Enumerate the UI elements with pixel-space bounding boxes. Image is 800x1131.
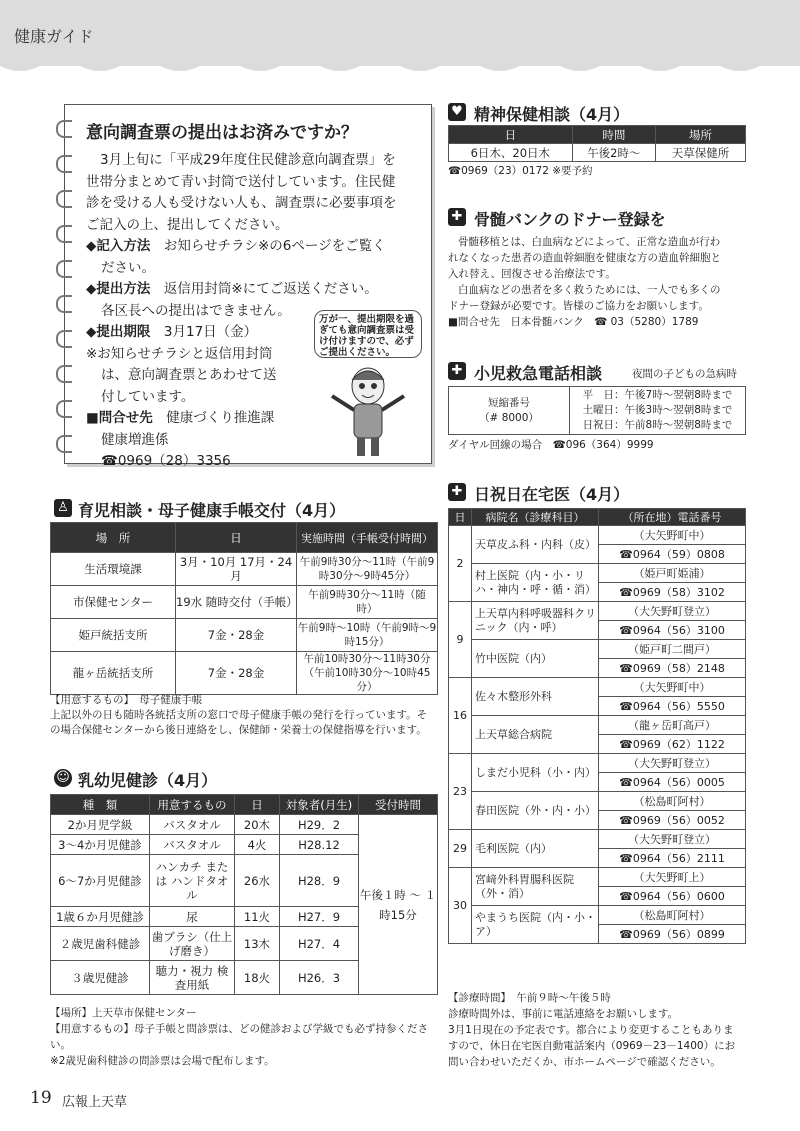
date-cell: 7金・28金 <box>176 619 297 652</box>
target-cell: H29．2 <box>280 815 359 835</box>
clinic-phone: ☎0964（56）0005 <box>599 773 746 792</box>
contact-phone: ☎0969（28）3356 <box>101 453 231 469</box>
clinic-name: しまだ小児科（小・内） <box>472 754 599 792</box>
survey-note: 付しています。 <box>101 388 195 405</box>
holiday-hours: 【診療時間】 午前９時～午後５時 <box>448 992 611 1004</box>
day-cell: 2 <box>449 526 472 602</box>
col-header: 病院名（診療科目） <box>472 509 599 526</box>
time-cell: 午前9時30分～11時（午前9時30分～9時45分） <box>297 553 438 586</box>
speech-bubble: 万が一、提出期限を過ぎても意向調査票は受け付けますので、必ずご提出ください。 <box>314 310 422 358</box>
ring-icon <box>56 295 72 313</box>
date-cell: 19水 随時交付（手帳） <box>176 586 297 619</box>
survey-note: は、意向調査票とあわせて送 <box>101 367 277 383</box>
method-text: ださい。 <box>101 259 155 276</box>
child-emergency-title: 小児救急電話相談 <box>474 364 603 383</box>
holiday-note: 3月1日現在の予定表です。都合により変更することもありま <box>448 1024 734 1036</box>
infant-place: 【場所】上天草市保健センター <box>50 1007 197 1019</box>
ring-icon <box>56 190 72 208</box>
clinic-phone: ☎0964（59）0808 <box>599 545 746 564</box>
holiday-notes <box>448 990 758 1070</box>
clinic-address: （松島町阿村） <box>599 792 746 811</box>
hours-cell <box>570 387 746 435</box>
target-cell: H28.12 <box>280 835 359 855</box>
clinic-name: 竹中医院（内） <box>472 640 599 678</box>
table-row <box>449 602 746 621</box>
clinic-phone: ☎0969（58）2148 <box>599 659 746 678</box>
table-row <box>449 678 746 697</box>
table-row <box>449 754 746 773</box>
childcare-notes <box>50 693 440 738</box>
plus-icon: ✚ <box>448 483 466 501</box>
clinic-address: （大矢野町登立） <box>599 754 746 773</box>
clinic-phone: ☎0964（56）0600 <box>599 887 746 906</box>
col-header: 日 <box>235 795 280 815</box>
submit-label: ◆提出方法 <box>86 281 151 297</box>
table-row <box>449 526 746 545</box>
table-row <box>51 553 438 586</box>
type-cell: ３歳児健診 <box>51 961 150 995</box>
childcare-note: の場合保健センターから後日連絡をし、保健師・栄養士の保健指導を行います。 <box>50 724 427 736</box>
contact-label: ■問合せ先 <box>86 410 153 426</box>
table-cell: 午後2時～ <box>572 144 655 162</box>
date-cell: 7金・28金 <box>176 652 297 695</box>
heart-icon: ♥ <box>448 103 466 121</box>
target-cell: H28．9 <box>280 855 359 907</box>
method-text: お知らせチラシ※の6ページをご覧く <box>163 238 386 254</box>
contact-text: 健康づくり推進課 <box>166 410 275 426</box>
col-header: 日 <box>176 523 297 553</box>
day-cell: 13木 <box>235 927 280 961</box>
survey-title: 意向調査票の提出はお済みですか？ <box>86 123 358 143</box>
clinic-name: 宮﨑外科胃腸科医院（外・消） <box>472 868 599 906</box>
table-row <box>449 564 746 583</box>
marrow-body <box>448 234 758 330</box>
type-cell: 1歳６か月児健診 <box>51 907 150 927</box>
clinic-phone: ☎0964（56）2111 <box>599 849 746 868</box>
clinic-phone: ☎0969（56）0052 <box>599 811 746 830</box>
deadline-label: ◆提出期限 <box>86 324 151 340</box>
table-row <box>51 815 438 835</box>
col-header: 受付時間 <box>359 795 438 815</box>
type-cell: ２歳児歯科健診 <box>51 927 150 961</box>
target-cell: H26．3 <box>280 961 359 995</box>
time-cell: 午前10時30分～11時30分（午前10時30分～10時45分） <box>297 652 438 695</box>
survey-line: ご記入の上、提出してください。 <box>86 216 289 233</box>
table-row <box>449 830 746 849</box>
clinic-address: （大矢野町登立） <box>599 830 746 849</box>
clinic-name: 村上医院（内・小・リハ・神内・呼・循・消） <box>472 564 599 602</box>
short-label: 短縮番号 <box>488 396 530 409</box>
clinic-name: 天草皮ふ科・内科（皮） <box>472 526 599 564</box>
ring-icon <box>56 435 72 453</box>
childcare-note: 上記以外の日も随時各統括支所の窓口で母子健康手帳の発行を行っています。そ <box>50 709 428 721</box>
clinic-address: （姫戸町二間戸） <box>599 640 746 659</box>
short-number-cell <box>449 387 570 435</box>
col-header: 日 <box>449 509 472 526</box>
clinic-phone: ☎0964（56）3100 <box>599 621 746 640</box>
clinic-name: やまうち医院（内・小・ア） <box>472 906 599 944</box>
table-cell: 6日木、20日木 <box>449 144 573 162</box>
childcare-table <box>50 522 438 695</box>
day-cell: 30 <box>449 868 472 944</box>
ring-icon <box>56 260 72 278</box>
marrow-line: ドナー登録が必要です。皆様のご協力をお願いします。 <box>448 300 709 312</box>
place-cell: 生活環境課 <box>51 553 176 586</box>
holiday-note: 問い合わせいただくか、市ホームページで確認ください。 <box>448 1056 721 1068</box>
time-cell: 午前9時～10時（午前9時～9時15分） <box>297 619 438 652</box>
clinic-phone: ☎0969（58）3102 <box>599 583 746 602</box>
survey-note: ※お知らせチラシと返信用封筒 <box>86 345 273 362</box>
day-cell: 11火 <box>235 907 280 927</box>
header-wave <box>0 56 800 76</box>
table-row <box>51 652 438 695</box>
marrow-line: 骨髄移植とは、白血病などによって、正常な造血が行わ <box>458 236 721 248</box>
reception-cell: 午後１時 ～ １時15分 <box>359 815 438 995</box>
clinic-name: 上天草総合病院 <box>472 716 599 754</box>
day-cell: 4火 <box>235 835 280 855</box>
child-emergency-table <box>448 386 746 435</box>
col-header: 対象者(月生) <box>280 795 359 815</box>
col-header: 用意するもの <box>150 795 235 815</box>
hours-line: 日祝日：午前8時～翌朝8時まで <box>582 419 733 431</box>
table-row <box>449 906 746 925</box>
day-cell: 23 <box>449 754 472 830</box>
clinic-name: 佐々木整形外科 <box>472 678 599 716</box>
type-cell: 2か月児学級 <box>51 815 150 835</box>
col-header: 実施時間（手帳受付時間） <box>297 523 438 553</box>
infant-notes <box>50 1005 440 1069</box>
table-row <box>449 716 746 735</box>
table-row <box>449 792 746 811</box>
day-cell: 20木 <box>235 815 280 835</box>
clinic-name: 春田医院（外・内・小） <box>472 792 599 830</box>
ring-icon <box>56 365 72 383</box>
hours-line: 平 日：午後7時～翌朝8時まで <box>582 389 733 401</box>
marrow-line: 白血病などの患者を多く救うためには、一人でも多くの <box>458 284 721 296</box>
marrow-contact: ■問合せ先 日本骨髄バンク ☎ 03（5280）1789 <box>448 316 699 328</box>
time-cell: 午前9時30分～11時（随 時） <box>297 586 438 619</box>
type-cell: 6～7か月児健診 <box>51 855 150 907</box>
ring-icon <box>56 330 72 348</box>
marrow-line: 入れ替え、回復させる治療法です。 <box>448 268 616 280</box>
marrow-line: れなくなった患者の造血幹細胞を健康な方の造血幹細胞と <box>448 252 721 264</box>
day-cell: 26水 <box>235 855 280 907</box>
page-number: 19 <box>30 1088 52 1108</box>
holiday-note: 診療時間外は、事前に電話連絡をお願いします。 <box>448 1008 679 1020</box>
survey-line: 診を受ける人も受けない人も、調査票に必要事項を <box>86 195 397 211</box>
publication-name: 広報上天草 <box>62 1095 128 1110</box>
child-emergency-subtitle: 夜間の子どもの急病時 <box>632 368 737 380</box>
marrow-title: 骨髄バンクのドナー登録を <box>474 210 666 229</box>
clinic-address: （松島町阿村） <box>599 906 746 925</box>
short-number: （# 8000） <box>479 411 539 424</box>
place-cell: 市保健センター <box>51 586 176 619</box>
day-cell: 16 <box>449 678 472 754</box>
col-header: 時間 <box>572 126 655 144</box>
bring-cell: ハンカチ または ハンドタオル <box>150 855 235 907</box>
clinic-phone: ☎0964（56）5550 <box>599 697 746 716</box>
ring-icon <box>56 155 72 173</box>
clinic-name: 毛利医院（内） <box>472 830 599 868</box>
header-title: 健康ガイド <box>14 27 94 46</box>
table-row <box>449 640 746 659</box>
submit-text: 返信用封筒※にてご返送ください。 <box>163 281 378 297</box>
bring-cell: バスタオル <box>150 815 235 835</box>
clinic-address: （大矢野町中） <box>599 678 746 697</box>
day-cell: 9 <box>449 602 472 678</box>
clinic-address: （姫戸町姫浦） <box>599 564 746 583</box>
clinic-address: （大矢野町登立） <box>599 602 746 621</box>
plus-icon: ✚ <box>448 208 466 226</box>
survey-line: 3月上旬に「平成29年度住民健診意向調査票」を <box>100 152 396 168</box>
day-cell: 18火 <box>235 961 280 995</box>
deadline-text: 3月17日（金） <box>163 324 258 340</box>
type-cell: 3～4か月児健診 <box>51 835 150 855</box>
ring-icon <box>56 225 72 243</box>
target-cell: H27．9 <box>280 907 359 927</box>
day-cell: 29 <box>449 830 472 868</box>
holiday-note: すので、休日在宅医自動電話案内（0969－23－1400）にお <box>448 1040 736 1052</box>
infant-note: ※2歳児歯科健診の問診票は会場で配布します。 <box>50 1055 275 1067</box>
clinic-address: （大矢野町中） <box>599 526 746 545</box>
baby-bottle-icon: ♙ <box>54 499 72 517</box>
ring-icon <box>56 400 72 418</box>
table-row <box>449 868 746 887</box>
infant-bring: 【用意するもの】母子手帳と問診票は、どの健診および学級でも必ず持参ください。 <box>50 1023 428 1051</box>
place-cell: 龍ヶ岳統括支所 <box>51 652 176 695</box>
target-cell: H27．4 <box>280 927 359 961</box>
mental-table <box>448 125 746 162</box>
col-header: 種 類 <box>51 795 150 815</box>
hours-line: 土曜日：午後3時～翌朝8時まで <box>582 404 733 416</box>
clinic-name: 上天草内科呼吸器科クリニック（内・呼） <box>472 602 599 640</box>
clinic-phone: ☎0969（62）1122 <box>599 735 746 754</box>
date-cell: 3月・10月 17月・24月 <box>176 553 297 586</box>
bring-cell: 尿 <box>150 907 235 927</box>
submit-text: 各区長への提出はできません。 <box>101 302 291 319</box>
place-cell: 姫戸統括支所 <box>51 619 176 652</box>
holiday-table <box>448 508 746 944</box>
clinic-phone: ☎0969（56）0899 <box>599 925 746 944</box>
childcare-title: 育児相談・母子健康手帳交付（4月） <box>78 501 346 520</box>
holiday-title: 日祝日在宅医（4月） <box>474 485 630 504</box>
col-header: （所在地）電話番号 <box>599 509 746 526</box>
contact-text: 健康増進係 <box>101 431 169 448</box>
dial-line: ダイヤル回線の場合 ☎096（364）9999 <box>448 439 654 451</box>
infant-table <box>50 794 438 995</box>
plus-icon: ✚ <box>448 362 466 380</box>
baby-face-icon: ☺ <box>54 769 72 787</box>
survey-line: 世帯分まとめて青い封筒で送付しています。住民健 <box>86 173 396 190</box>
clinic-address: （龍ヶ岳町高戸） <box>599 716 746 735</box>
ring-icon <box>56 120 72 138</box>
mascot-illustration <box>318 360 418 460</box>
col-header: 場 所 <box>51 523 176 553</box>
method-label: ◆記入方法 <box>86 238 151 254</box>
mental-title: 精神保健相談（4月） <box>474 105 630 124</box>
mental-phone: ☎0969（23）0172 ※要予約 <box>448 165 593 177</box>
col-header: 場所 <box>656 126 746 144</box>
bring-cell: バスタオル <box>150 835 235 855</box>
childcare-bring: 【用意するもの】 母子健康手帳 <box>50 694 203 706</box>
clinic-address: （大矢野町上） <box>599 868 746 887</box>
bring-cell: 歯ブラシ（仕上げ磨き） <box>150 927 235 961</box>
col-header: 日 <box>449 126 573 144</box>
table-row <box>51 586 438 619</box>
infant-title: 乳幼児健診（4月） <box>78 771 218 790</box>
table-cell: 天草保健所 <box>656 144 746 162</box>
bring-cell: 聴力・視力 検査用紙 <box>150 961 235 995</box>
table-row <box>51 619 438 652</box>
